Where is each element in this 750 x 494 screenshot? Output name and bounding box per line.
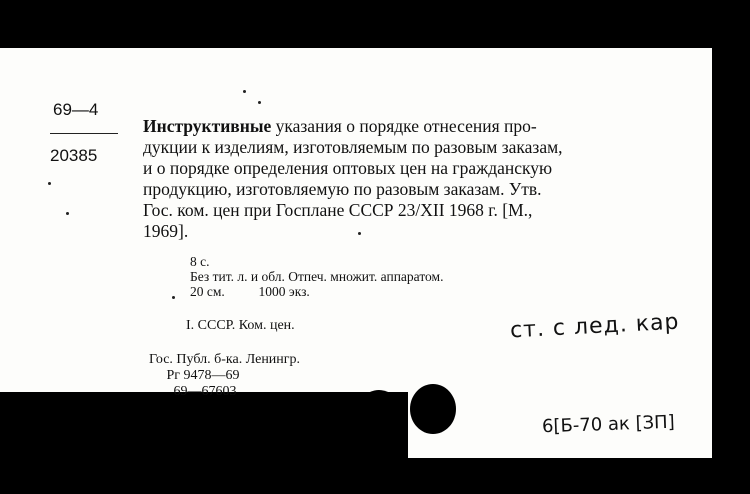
library-stamp [149,352,300,400]
ink-speck [358,232,361,235]
library-line: Рг 9478—69 [149,368,240,383]
description-line: продукцию, изготовляемую по разовым заказам. Утв. [143,179,542,199]
physical-description [190,254,443,299]
lower-shadow [0,392,408,494]
punch-hole-right [410,384,456,434]
punch-hole-left [356,390,402,440]
handwritten-note: ст. с лед. кар [509,309,681,344]
library-line: Гос. Публ. б-ка. Ленингр. [149,352,301,367]
call-number-bottom: 20385 [50,146,98,165]
ink-speck [258,101,261,104]
meta-line: 8 с. [190,254,210,269]
ink-speck [48,182,51,185]
description-line: дукции к изделиям, изготовляемым по разовым заказам, [143,137,563,157]
meta-line: 20 см. 1000 экз. [190,284,310,299]
card-description [143,116,563,242]
description-line: и о порядке определения оптовых цен на гражданскую [143,158,553,178]
library-line: 69—67603 [149,384,237,399]
call-number-top: 69—4 [53,100,99,119]
description-line-text: указания о порядке отнесения про- [271,116,537,136]
title-bold-word: Инструктивные [143,116,272,136]
description-line [143,116,563,137]
description-line: 1969]. [143,221,189,241]
ink-speck [243,90,246,93]
description-line: Гос. ком. цен при Госплане СССР 23/XII 1968 г. [М., [143,200,533,220]
subject-heading: I. СССР. Ком. цен. [186,318,295,333]
ink-speck [66,212,69,215]
handwritten-code: 6[Б-70 ак [ЗП] [541,411,676,438]
meta-line: Без тит. л. и обл. Отпеч. множит. аппаратом. [190,269,444,284]
ink-speck [172,296,175,299]
call-number-divider [50,133,118,134]
